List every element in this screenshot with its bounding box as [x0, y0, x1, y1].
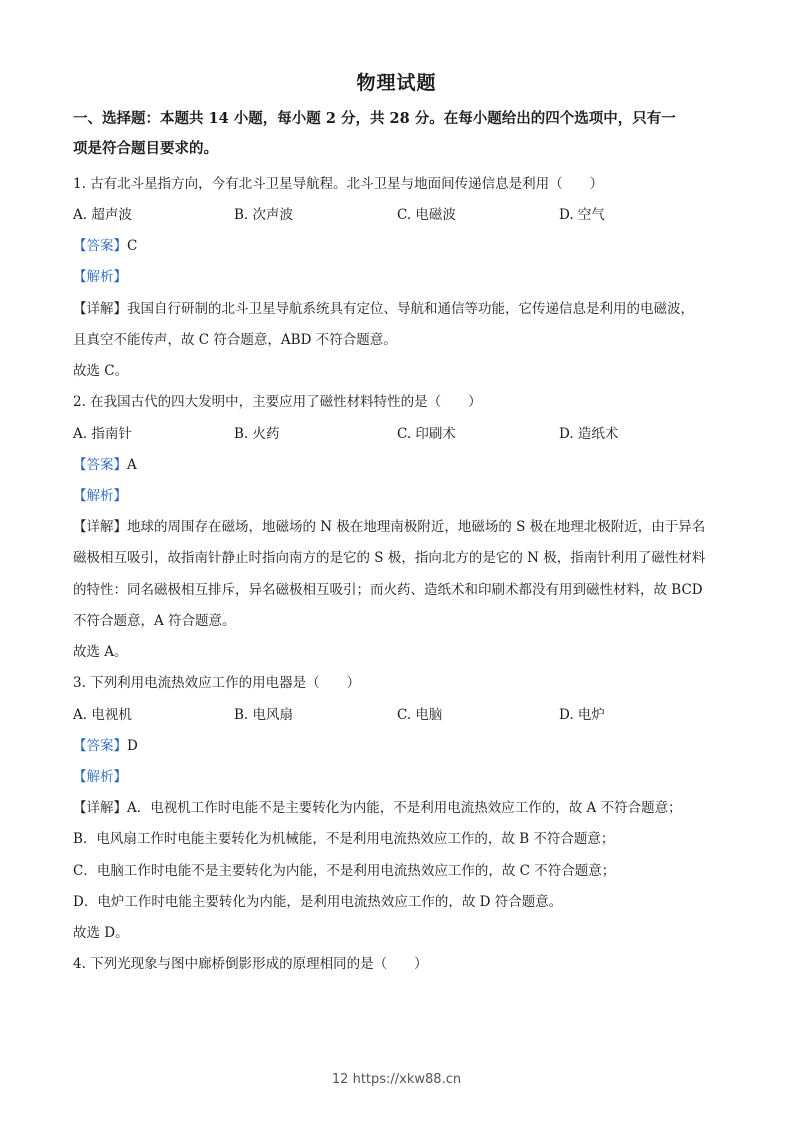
question-3-option-b: B. 电风扇	[234, 707, 294, 723]
question-3-conclusion: 故选 D。	[73, 925, 129, 941]
question-2-answer	[73, 453, 137, 473]
question-4-stem: 4. 下列光现象与图中廊桥倒影形成的原理相同的是（ ）	[73, 956, 428, 972]
question-1-conclusion: 故选 C。	[73, 363, 129, 379]
question-3-detail-line-1: 【详解】A．电视机工作时电能不是主要转化为内能，不是利用电流热效应工作的，故 A 不符合题意；	[73, 800, 682, 816]
question-2-detail-line-3: 的特性：同名磁极相互排斥，异名磁极相互吸引；而火药、造纸术和印刷术都没有用到磁性材料，故 BCD	[73, 582, 703, 598]
page-footer: 12 https://xkw88.cn	[331, 1072, 462, 1087]
question-3-detail-line-4: D．电炉工作时电能主要转化为内能，是利用电流热效应工作的，故 D 符合题意。	[73, 894, 563, 910]
question-2-detail-line-4: 不符合题意，A 符合题意。	[73, 613, 236, 629]
question-3-stem: 3. 下列利用电流热效应工作的用电器是（ ）	[73, 675, 361, 691]
question-2-detail-line-2: 磁极相互吸引，故指南针静止时指向南方的是它的 S 极，指向北方的是它的 N 极，指南针利用了磁性材料	[73, 550, 706, 566]
section-heading-line-2: 项是符合题目要求的。	[73, 140, 218, 157]
page-title: 物理试题	[356, 72, 437, 94]
question-1-option-d: D. 空气	[559, 207, 605, 223]
question-3-analysis-tag: 【解析】	[73, 769, 127, 785]
section-heading-line-1: 一、选择题：本题共 14 小题，每小题 2 分，共 28 分。在每小题给出的四个选项中，只有一	[73, 110, 676, 127]
question-1-analysis-tag: 【解析】	[73, 269, 127, 285]
answer-tag: 【答案】	[73, 457, 127, 473]
question-2-option-b: B. 火药	[234, 426, 280, 442]
question-2-option-c: C. 印刷术	[397, 426, 456, 442]
question-3-detail-line-3: C．电脑工作时电能不是主要转化为内能，不是利用电流热效应工作的，故 C 不符合题意；	[73, 863, 616, 879]
detail-tag: 【详解】	[73, 301, 127, 317]
question-1-option-b: B. 次声波	[234, 207, 294, 223]
answer-tag: 【答案】	[73, 238, 127, 254]
answer-value: A	[127, 457, 137, 473]
answer-value: C	[127, 238, 138, 254]
question-3-answer	[73, 734, 138, 754]
question-1-detail-line-1: 【详解】我国自行研制的北斗卫星导航系统具有定位、导航和通信等功能，它传递信息是利用的电磁波，	[73, 301, 694, 317]
answer-tag: 【答案】	[73, 738, 127, 754]
question-3-detail-line-2: B．电风扇工作时电能主要转化为机械能，不是利用电流热效应工作的，故 B 不符合题意；	[73, 831, 615, 847]
question-2-stem: 2. 在我国古代的四大发明中，主要应用了磁性材料特性的是（ ）	[73, 394, 482, 410]
question-1-stem: 1. 古有北斗星指方向，今有北斗卫星导航程。北斗卫星与地面间传递信息是利用（ ）	[73, 176, 604, 192]
question-3-option-a: A. 电视机	[73, 707, 132, 723]
question-3-option-d: D. 电炉	[559, 707, 605, 723]
detail-tag: 【详解】	[73, 519, 127, 535]
question-1-option-a: A. 超声波	[73, 207, 132, 223]
detail-tag: 【详解】	[73, 800, 127, 816]
question-2-detail-line-1: 【详解】地球的周围存在磁场，地磁场的 N 极在地理南极附近，地磁场的 S 极在地理北极附近，由于异名	[73, 519, 706, 535]
question-3-option-c: C. 电脑	[397, 707, 443, 723]
question-2-option-a: A. 指南针	[73, 426, 132, 442]
question-2-analysis-tag: 【解析】	[73, 488, 127, 504]
question-2-option-d: D. 造纸术	[559, 426, 619, 442]
question-2-conclusion: 故选 A。	[73, 644, 128, 660]
question-1-option-c: C. 电磁波	[397, 207, 456, 223]
question-1-answer	[73, 234, 137, 254]
answer-value: D	[127, 738, 138, 754]
section-heading	[73, 104, 723, 164]
question-1-detail-line-2: 且真空不能传声，故 C 符合题意，ABD 不符合题意。	[73, 332, 397, 348]
